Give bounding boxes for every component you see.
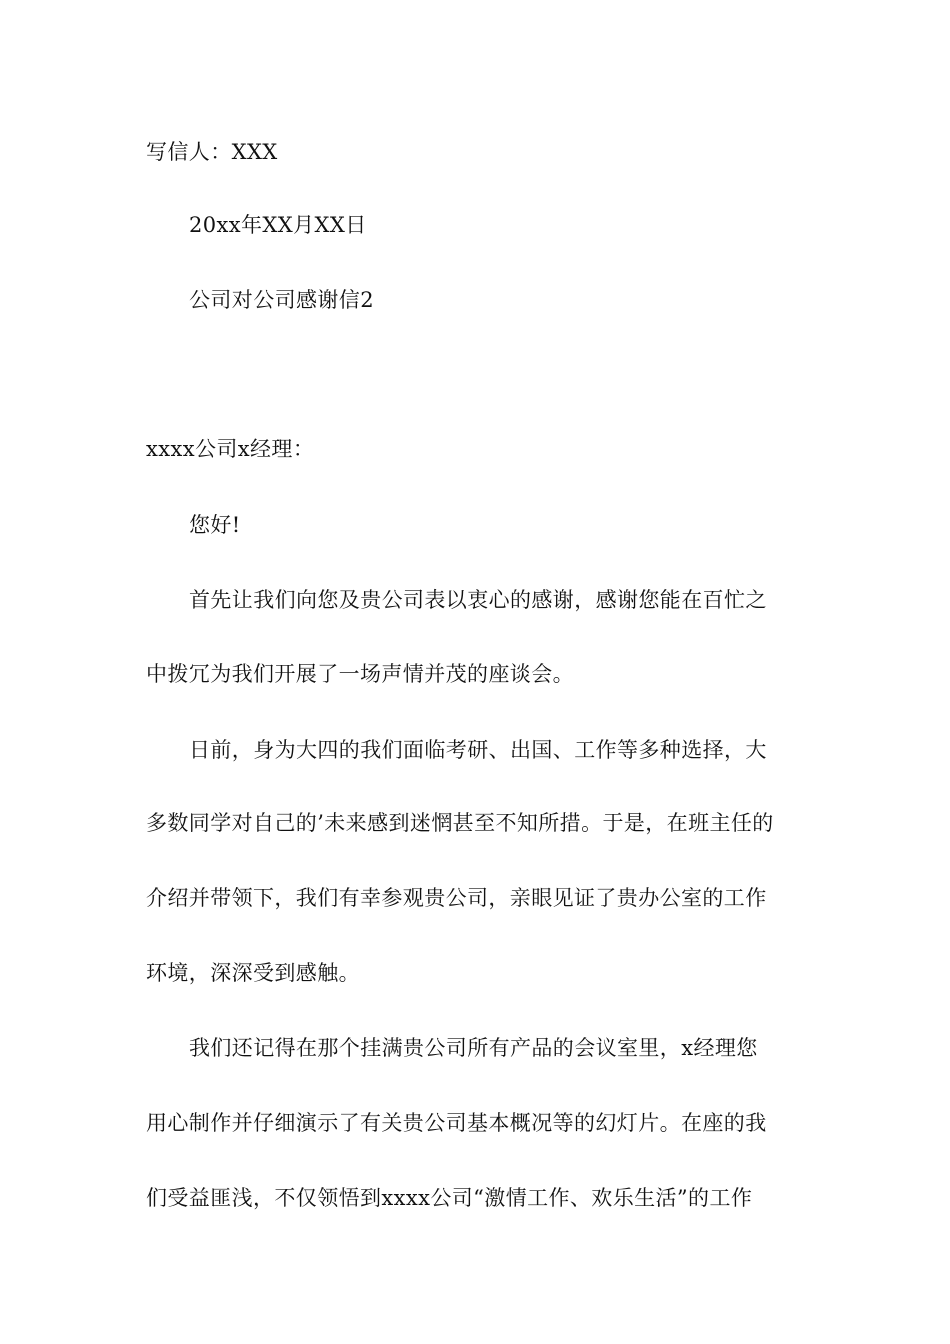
salutation-line: xxxx公司x经理： bbox=[146, 437, 315, 461]
paragraph-2-line-2: 多数同学对自己的’未来感到迷惘甚至不知所措。于是，在班主任的 bbox=[146, 811, 774, 835]
paragraph-2-line-4: 环境，深深受到感触。 bbox=[146, 961, 360, 985]
paragraph-1-line-2: 中拨冗为我们开展了一场声情并茂的座谈会。 bbox=[146, 662, 574, 686]
paragraph-1-line-1: 首先让我们向您及贵公司表以衷心的感谢，感谢您能在百忙之 bbox=[189, 588, 767, 612]
paragraph-2-line-3: 介绍并带领下，我们有幸参观贵公司，亲眼见证了贵办公室的工作 bbox=[146, 886, 767, 910]
paragraph-3-line-2: 用心制作并仔细演示了有关贵公司基本概况等的幻灯片。在座的我 bbox=[146, 1111, 767, 1135]
paragraph-3-line-1: 我们还记得在那个挂满贵公司所有产品的会议室里，x经理您 bbox=[189, 1036, 758, 1060]
signature-line: 写信人：XXX bbox=[146, 140, 278, 164]
greeting-line: 您好! bbox=[189, 513, 241, 537]
letter-title: 公司对公司感谢信2 bbox=[189, 288, 374, 312]
date-line: 20xx年XX月XX日 bbox=[189, 213, 367, 237]
paragraph-2-line-1: 日前，身为大四的我们面临考研、出国、工作等多种选择，大 bbox=[189, 738, 767, 762]
paragraph-3-line-3: 们受益匪浅，不仅领悟到xxxx公司“激情工作、欢乐生活”的工作 bbox=[146, 1186, 753, 1210]
